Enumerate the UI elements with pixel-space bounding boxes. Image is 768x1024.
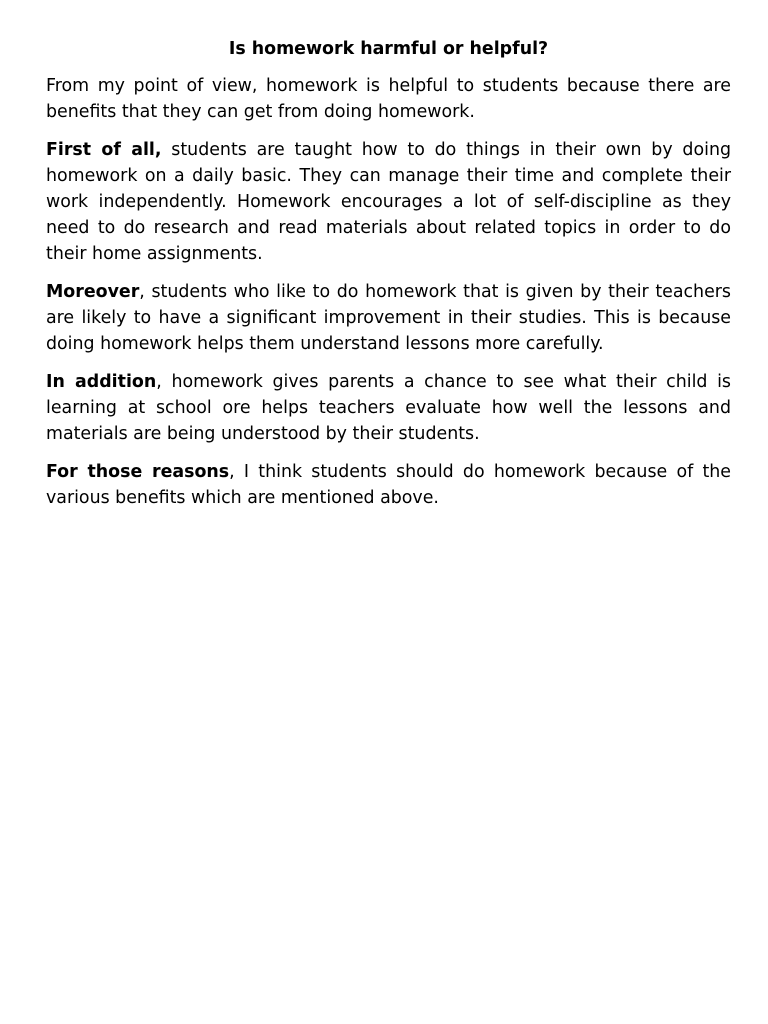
paragraph-text: students are taught how to do things in their own by doing homework on a daily basic. They can manage their time and complete their work independently. Homework encourages a lot of self-discipline as they need to do research and read materials about related topics in order to do their home assignments.	[46, 140, 732, 264]
paragraph-lead: For those reasons	[46, 462, 230, 482]
paragraph-lead: In addition	[46, 372, 157, 392]
paragraph-in-addition	[46, 369, 731, 447]
paragraph-lead: First of all,	[46, 140, 162, 160]
paragraph-text: , students who like to do homework that is given by their teachers are likely to have a significant improvement in their studies. This is because doing homework helps them understand lessons more carefully.	[46, 282, 731, 354]
paragraph-lead: Moreover	[46, 282, 140, 302]
document-title: Is homework harmful or helpful?	[228, 39, 549, 59]
intro-paragraph: From my point of view, homework is helpful to students because there are benefits that they can get from doing homework.	[46, 76, 731, 122]
paragraph-text: , I think students should do homework because of the various benefits which are mentioned above.	[46, 462, 731, 508]
paragraph-conclusion	[46, 459, 731, 511]
paragraph-moreover	[46, 279, 731, 357]
paragraph-text: , homework gives parents a chance to see what their child is learning at school ore helps teachers evaluate how well the lessons and materials are being understood by their students.	[46, 372, 731, 444]
paragraph-first-of-all	[46, 137, 731, 267]
